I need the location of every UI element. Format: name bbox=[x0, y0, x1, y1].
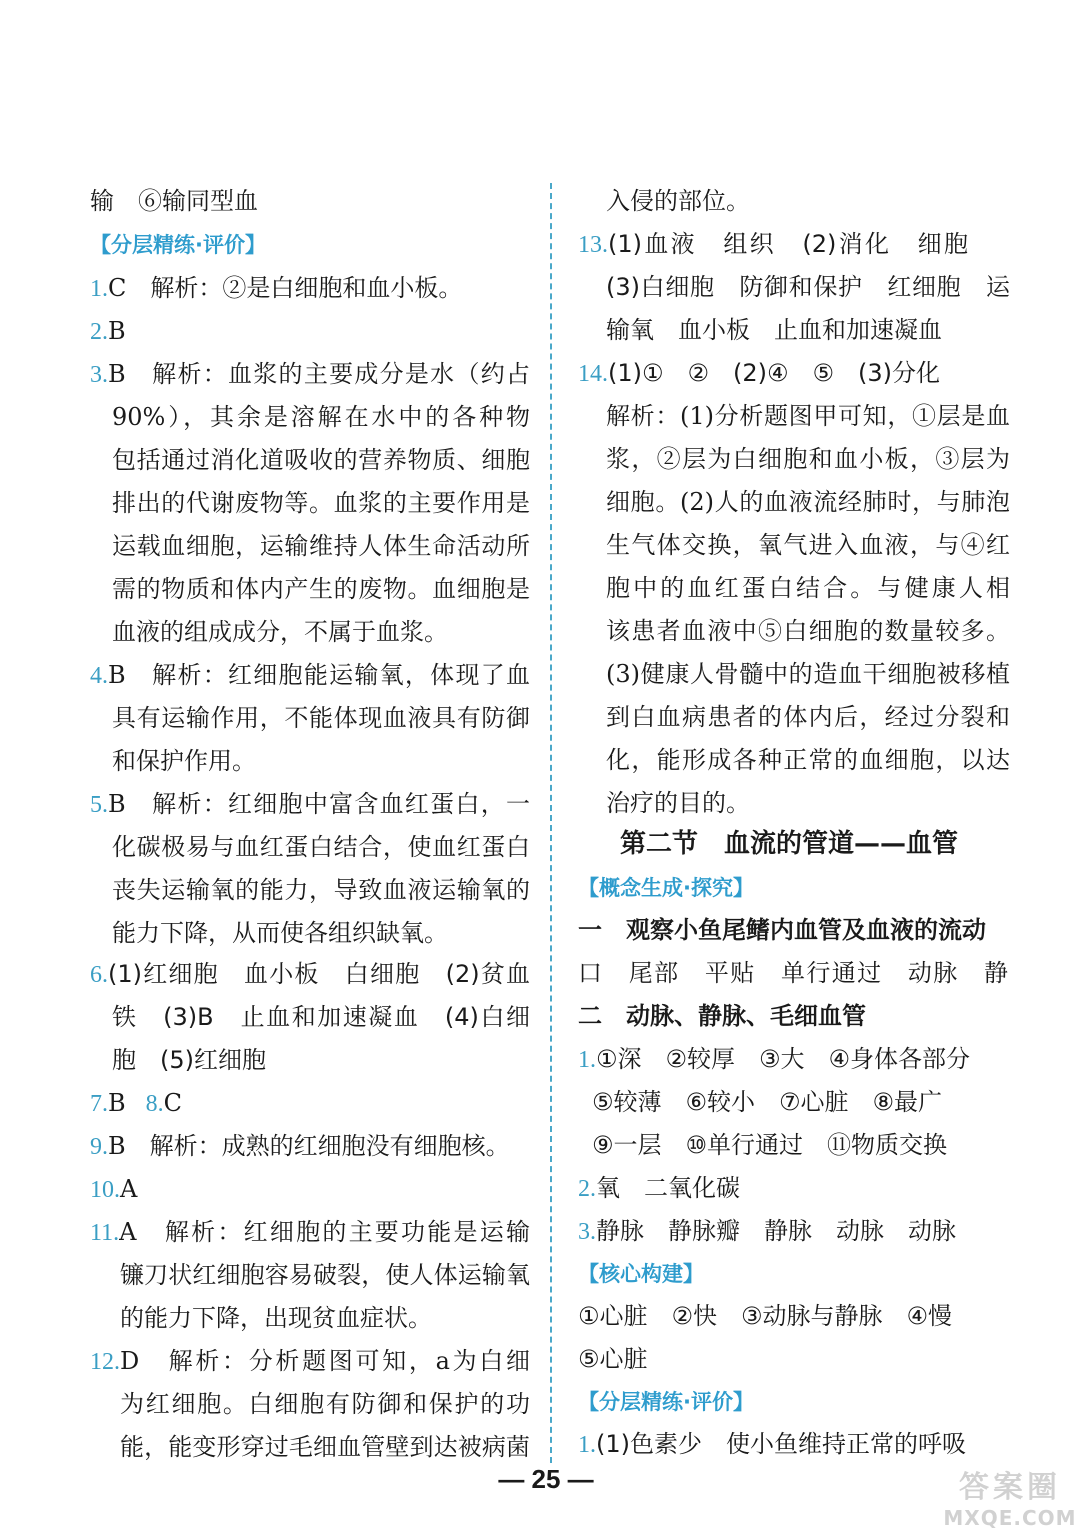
answer-14-line: 浆，②层为白细胞和血小板，③层为 bbox=[606, 445, 1010, 473]
answer-text: ①深 ②较厚 ③大 ④身体各部分 bbox=[596, 1045, 971, 1073]
answer-number: 10. bbox=[90, 1177, 120, 1203]
answer-number: 11. bbox=[90, 1220, 120, 1246]
answer-6-line: 胞 (5)红细胞 bbox=[112, 1046, 266, 1074]
answer-3-line: 血液的组成成分，不属于血浆。 bbox=[112, 618, 448, 646]
answer-text: B 解析：血浆的主要成分是水（约占 bbox=[108, 360, 530, 388]
answer-text: B 解析：成熟的红细胞没有细胞核。 bbox=[108, 1132, 510, 1160]
answer-3-line: 需的物质和体内产生的废物。血细胞是 bbox=[112, 575, 530, 603]
answer-12-line: 能，能变形穿过毛细血管壁到达被病菌 bbox=[120, 1433, 530, 1461]
answer-number: 9. bbox=[90, 1134, 108, 1160]
answer-12 bbox=[90, 1345, 530, 1377]
answer-text: (1)色素少 使小鱼维持正常的呼吸 bbox=[596, 1430, 966, 1458]
core-answers-line: ⑤心脏 bbox=[578, 1345, 648, 1373]
watermark-bottom-text: MXQE.COM bbox=[943, 1506, 1077, 1530]
answer-text: C bbox=[163, 1089, 183, 1117]
answer-text: C 解析：②是白细胞和血小板。 bbox=[108, 274, 463, 302]
answer-number: 5. bbox=[90, 792, 108, 818]
core-answers-line: ①心脏 ②快 ③动脉与静脉 ④慢 bbox=[578, 1302, 953, 1330]
left-continued-text: 输 ⑥输同型血 bbox=[90, 187, 258, 215]
answer-text: 氧 二氧化碳 bbox=[596, 1174, 740, 1202]
answer-text: A 解析：红细胞的主要功能是运输 bbox=[119, 1218, 530, 1246]
answer-5-line: 化碳极易与血红蛋白结合，使血红蛋白 bbox=[112, 833, 530, 861]
answer-5-line: 能力下降，从而使各组织缺氧。 bbox=[112, 919, 448, 947]
answer-text: D 解析：分析题图可知，a为白细 bbox=[120, 1347, 530, 1375]
answer-6-line: 铁 (3)B 止血和加速凝血 (4)白细 bbox=[112, 1003, 530, 1031]
answer-3 bbox=[90, 358, 530, 390]
answer-14-line: 该患者血液中⑤白细胞的数量较多。 bbox=[606, 617, 1010, 645]
answer-text: (1)血液 组织 (2)消化 细胞 bbox=[608, 230, 968, 258]
page-number: — 25 — bbox=[498, 1464, 594, 1494]
answer-11-line: 镰刀状红细胞容易破裂，使人体运输氧 bbox=[120, 1261, 530, 1289]
watermark-logo bbox=[940, 1470, 1080, 1532]
answer-text: B 解析：红细胞中富含血红蛋白，一 bbox=[108, 790, 530, 818]
answer-14-line: 化，能形成各种正常的血细胞，以达 bbox=[606, 746, 1010, 774]
answer-14-line: 生气体交换，氧气进入血液，与④红 bbox=[606, 531, 1010, 559]
part-2-answer-1-line: ⑤较薄 ⑥较小 ⑦心脏 ⑧最广 bbox=[592, 1088, 943, 1116]
answer-1 bbox=[90, 272, 462, 304]
answer-12-line: 为红细胞。白细胞有防御和保护的功 bbox=[120, 1390, 530, 1418]
answer-3-line: 排出的代谢废物等。血浆的主要作用是 bbox=[112, 489, 530, 517]
column-divider bbox=[550, 183, 552, 1463]
section-heading-practice: 【分层精练·评价】 bbox=[578, 1390, 754, 1414]
answer-14-line: 细胞。(2)人的血液流经肺时，与肺泡 bbox=[606, 488, 1010, 516]
answer-5-line: 丧失运输氧的能力，导致血液运输氧的 bbox=[112, 876, 530, 904]
right-continued-text: 入侵的部位。 bbox=[606, 187, 750, 215]
part-2-answer-1-line: ⑨一层 ⑩单行通过 ⑪物质交换 bbox=[592, 1131, 948, 1159]
section-heading-practice: 【分层精练·评价】 bbox=[90, 233, 266, 257]
answer-6 bbox=[90, 958, 530, 990]
answer-number: 4. bbox=[90, 663, 108, 689]
answer-13 bbox=[578, 228, 968, 260]
answer-14-line: 治疗的目的。 bbox=[606, 789, 750, 817]
answer-3-line: 运载血细胞，运输维持人体生命活动所 bbox=[112, 532, 530, 560]
answer-13-line: 输氧 血小板 止血和加速凝血 bbox=[606, 316, 942, 344]
answer-14-line: 解析：(1)分析题图甲可知，①层是血 bbox=[606, 402, 1010, 430]
answer-7-8 bbox=[90, 1087, 182, 1119]
answer-4 bbox=[90, 659, 530, 691]
answer-14-line: (3)健康人骨髓中的造血干细胞被移植 bbox=[606, 660, 1010, 688]
part-2-answer-1 bbox=[578, 1043, 970, 1075]
answer-number: 14. bbox=[578, 361, 608, 387]
answer-text: (1)红细胞 血小板 白细胞 (2)贫血 bbox=[108, 960, 530, 988]
practice-answer-1 bbox=[578, 1428, 966, 1460]
answer-number: 8. bbox=[145, 1091, 164, 1117]
answer-number: 1. bbox=[90, 276, 108, 302]
answer-text: 静脉 静脉瓣 静脉 动脉 动脉 bbox=[596, 1217, 956, 1245]
answer-text: B bbox=[108, 1089, 126, 1117]
answer-3-line: 90%），其余是溶解在水中的各种物 bbox=[112, 403, 530, 431]
answer-text: B bbox=[108, 317, 126, 345]
answer-14-line: 胞中的血红蛋白结合。与健康人相 bbox=[606, 574, 1010, 602]
answer-text: A bbox=[120, 1175, 138, 1203]
answer-11 bbox=[90, 1216, 530, 1248]
answer-number: 3. bbox=[90, 362, 108, 388]
answer-number: 12. bbox=[90, 1349, 120, 1375]
answer-14 bbox=[578, 357, 940, 389]
answer-4-line: 和保护作用。 bbox=[112, 747, 256, 775]
part-2-answer-3 bbox=[578, 1215, 956, 1247]
answer-10 bbox=[90, 1173, 137, 1205]
part-2-answer-2 bbox=[578, 1172, 740, 1204]
answer-number: 1. bbox=[578, 1047, 596, 1073]
section-heading-concept: 【概念生成·探究】 bbox=[578, 876, 754, 900]
answer-text: B 解析：红细胞能运输氧，体现了血 bbox=[108, 661, 530, 689]
answer-number: 7. bbox=[90, 1091, 108, 1117]
answer-number: 6. bbox=[90, 962, 108, 988]
answer-13-line: (3)白细胞 防御和保护 红细胞 运 bbox=[606, 273, 1010, 301]
chapter-title: 第二节 血流的管道——血管 bbox=[620, 829, 959, 859]
answer-14-line: 到白血病患者的体内后，经过分裂和 bbox=[606, 703, 1010, 731]
watermark-top-text: 答案圈 bbox=[959, 1470, 1061, 1505]
part-1-answers: 口 尾部 平贴 单行通过 动脉 静 bbox=[578, 959, 1008, 987]
answer-4-line: 具有运输作用，不能体现血液具有防御 bbox=[112, 704, 530, 732]
answer-number: 13. bbox=[578, 232, 608, 258]
answer-11-line: 的能力下降，出现贫血症状。 bbox=[120, 1304, 432, 1332]
part-1-heading: 一 观察小鱼尾鳍内血管及血液的流动 bbox=[578, 916, 986, 944]
answer-text: (1)① ② (2)④ ⑤ (3)分化 bbox=[608, 359, 941, 387]
answer-3-line: 包括通过消化道吸收的营养物质、细胞 bbox=[112, 446, 530, 474]
section-heading-core: 【核心构建】 bbox=[578, 1262, 704, 1286]
answer-2 bbox=[90, 315, 126, 347]
part-2-heading: 二 动脉、静脉、毛细血管 bbox=[578, 1002, 866, 1030]
answer-number: 2. bbox=[578, 1176, 596, 1202]
answer-5 bbox=[90, 788, 530, 820]
answer-9 bbox=[90, 1130, 510, 1162]
answer-number: 1. bbox=[578, 1432, 596, 1458]
answer-number: 3. bbox=[578, 1219, 596, 1245]
answer-number: 2. bbox=[90, 319, 108, 345]
